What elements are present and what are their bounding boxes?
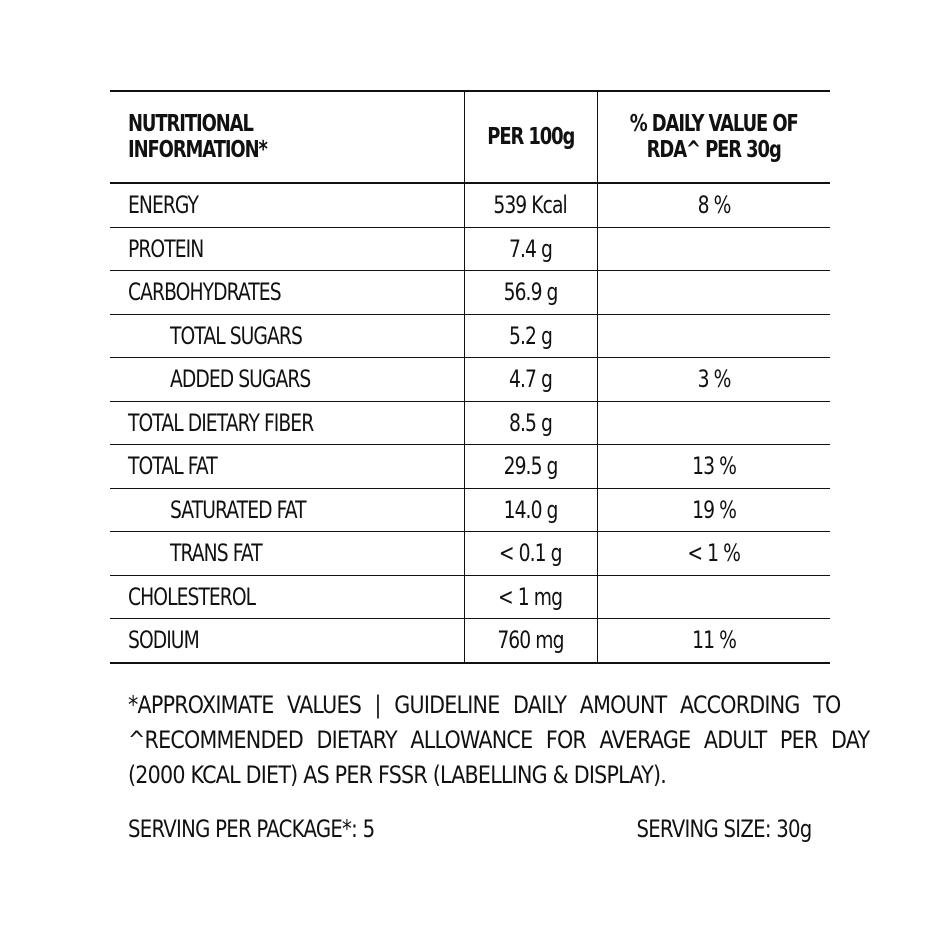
daily-value: 19 % xyxy=(691,495,736,524)
nutrient-name: TOTAL SUGARS xyxy=(170,321,302,350)
table-row xyxy=(110,183,830,227)
daily-value: < 1 % xyxy=(687,539,741,568)
per-100g-cell xyxy=(464,227,597,271)
nutrient-name: PROTEIN xyxy=(128,234,204,263)
header-nutritional-information xyxy=(110,91,464,183)
daily-value-cell xyxy=(597,532,830,576)
serving-per-package xyxy=(128,815,428,843)
nutrient-name-cell xyxy=(110,532,464,576)
per-100g-cell xyxy=(464,401,597,445)
nutrient-name-cell xyxy=(110,358,464,402)
nutrient-name-cell xyxy=(110,488,464,532)
nutrition-label xyxy=(110,90,830,664)
table-row xyxy=(110,227,830,271)
per-100g-cell xyxy=(464,358,597,402)
per-100g-value: 29.5 g xyxy=(503,452,558,481)
per-100g-value: 539 Kcal xyxy=(493,191,568,220)
table-row xyxy=(110,532,830,576)
daily-value: 11 % xyxy=(691,626,736,655)
daily-value-cell xyxy=(597,575,830,619)
header-name-text: NUTRITIONAL INFORMATION* xyxy=(128,110,267,163)
table-row xyxy=(110,358,830,402)
table-row xyxy=(110,401,830,445)
daily-value-cell xyxy=(597,488,830,532)
header-dv-text xyxy=(630,111,798,164)
daily-value-cell xyxy=(597,358,830,402)
nutrient-name-cell xyxy=(110,227,464,271)
table-row xyxy=(110,488,830,532)
daily-value-cell xyxy=(597,445,830,489)
daily-value-cell xyxy=(597,314,830,358)
serving-size xyxy=(598,815,812,843)
nutrient-name: TOTAL FAT xyxy=(128,452,217,481)
nutrient-name: SODIUM xyxy=(128,626,199,655)
nutrient-name: CARBOHYDRATES xyxy=(128,278,281,307)
daily-value: 13 % xyxy=(691,452,736,481)
per-100g-cell xyxy=(464,445,597,489)
daily-value-cell xyxy=(597,401,830,445)
per-100g-value: 5.2 g xyxy=(509,321,552,350)
per-100g-cell xyxy=(464,314,597,358)
table-row xyxy=(110,314,830,358)
nutrient-name-cell xyxy=(110,445,464,489)
table-row xyxy=(110,271,830,315)
table-header-row xyxy=(110,91,830,183)
footnote-line-1: *APPROXIMATE VALUES | GUIDELINE DAILY AMOUNT ACCORDING TO xyxy=(128,691,841,719)
per-100g-cell xyxy=(464,619,597,663)
daily-value-cell xyxy=(597,271,830,315)
footnote-line-2: ^RECOMMENDED DIETARY ALLOWANCE FOR AVERAGE ADULT PER DAY xyxy=(128,726,870,754)
nutrient-name-cell xyxy=(110,575,464,619)
footnote-line-3: (2000 KCAL DIET) AS PER FSSR (LABELLING & DISPLAY). xyxy=(128,761,667,789)
per-100g-value: 14.0 g xyxy=(503,495,558,524)
nutrient-name-cell xyxy=(110,314,464,358)
header-daily-value xyxy=(597,91,830,183)
daily-value-cell xyxy=(597,227,830,271)
footnote xyxy=(128,688,870,793)
serving-per-package-text: SERVING PER PACKAGE*: 5 xyxy=(128,815,375,843)
nutrient-name: CHOLESTEROL xyxy=(128,582,256,611)
table-row xyxy=(110,445,830,489)
per-100g-cell xyxy=(464,183,597,227)
nutrient-name: SATURATED FAT xyxy=(170,495,306,524)
per-100g-cell xyxy=(464,575,597,619)
per-100g-value: < 1 mg xyxy=(498,582,563,611)
per-100g-value: < 0.1 g xyxy=(499,539,562,568)
nutrient-name-cell xyxy=(110,619,464,663)
nutrient-name: TRANS FAT xyxy=(170,539,262,568)
per-100g-cell xyxy=(464,488,597,532)
per-100g-cell xyxy=(464,271,597,315)
nutrient-name-cell xyxy=(110,183,464,227)
nutrient-name: ENERGY xyxy=(128,191,199,220)
daily-value: 8 % xyxy=(697,191,731,220)
daily-value-cell xyxy=(597,183,830,227)
nutrient-name: TOTAL DIETARY FIBER xyxy=(128,408,314,437)
table-row xyxy=(110,619,830,663)
header-dv-line1: % DAILY VALUE OF xyxy=(629,110,798,137)
serving-size-text: SERVING SIZE: 30g xyxy=(636,815,812,843)
nutrient-name: ADDED SUGARS xyxy=(170,365,311,394)
per-100g-value: 7.4 g xyxy=(509,234,552,263)
header-per-text: PER 100g xyxy=(486,123,575,150)
per-100g-value: 4.7 g xyxy=(509,365,552,394)
daily-value: 3 % xyxy=(697,365,731,394)
nutrition-table xyxy=(110,90,830,664)
table-row xyxy=(110,575,830,619)
nutrient-name-cell xyxy=(110,271,464,315)
per-100g-value: 56.9 g xyxy=(503,278,558,307)
per-100g-value: 760 mg xyxy=(497,626,564,655)
per-100g-value: 8.5 g xyxy=(509,408,552,437)
header-per-100g xyxy=(464,91,597,183)
header-dv-line2: RDA^ PER 30g xyxy=(646,137,781,163)
per-100g-cell xyxy=(464,532,597,576)
daily-value-cell xyxy=(597,619,830,663)
nutrient-name-cell xyxy=(110,401,464,445)
